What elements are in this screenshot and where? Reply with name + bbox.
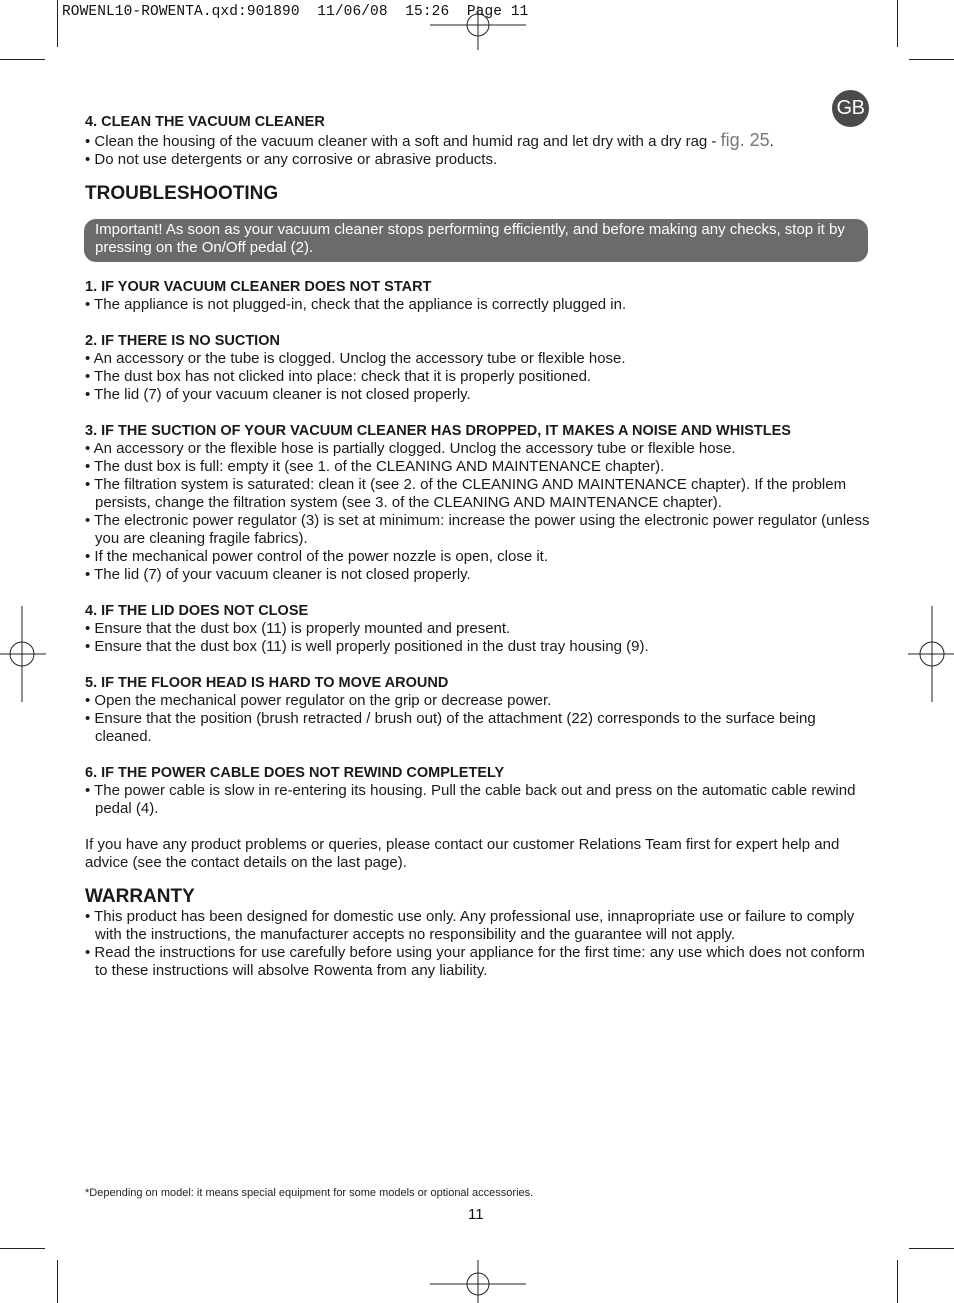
figure-reference: fig. 25	[720, 130, 770, 150]
clean-bullet-1-end: .	[769, 133, 774, 150]
section-2-heading: 2. IF THERE IS NO SUCTION	[85, 333, 280, 349]
list-item: • If the mechanical power control of the power nozzle is open, close it.	[85, 548, 548, 565]
clean-heading: 4. CLEAN THE VACUUM CLEANER	[85, 114, 325, 130]
list-item: • The appliance is not plugged-in, check that the appliance is correctly plugged in.	[85, 296, 627, 313]
list-item: • Ensure that the dust box (11) is well properly positioned in the dust tray housing (9).	[85, 638, 649, 655]
section-5	[85, 674, 875, 746]
section-4-heading: 4. IF THE LID DOES NOT CLOSE	[85, 603, 309, 619]
section-1-heading: 1. IF YOUR VACUUM CLEANER DOES NOT START	[85, 279, 432, 295]
registration-mark-top	[430, 6, 526, 50]
crop-mark-bottom-left-v	[57, 1260, 58, 1303]
crop-mark-top-right-h	[909, 59, 954, 60]
registration-mark-bottom	[430, 1260, 526, 1303]
crop-mark-top-right-v	[897, 0, 898, 47]
section-3-heading: 3. IF THE SUCTION OF YOUR VACUUM CLEANER HAS DROPPED, IT MAKES A NOISE AND WHISTLES	[85, 423, 791, 439]
crop-mark-top-left-h	[0, 59, 45, 60]
list-item: • This product has been designed for domestic use only. Any professional use, innapropriate use or failure to comply with the instructions, the manufacturer accepts no responsibility and the guarantee will not apply.	[85, 908, 855, 943]
list-item: • The power cable is slow in re-entering its housing. Pull the cable back out and press on the automatic cable rewind pedal (4).	[85, 782, 856, 817]
warranty-title: WARRANTY	[85, 886, 195, 907]
troubleshooting-title: TROUBLESHOOTING	[85, 183, 279, 204]
section-1	[85, 278, 875, 314]
footnote: *Depending on model: it means special equipment for some models or optional accessories.	[85, 1187, 534, 1199]
section-5-heading: 5. IF THE FLOOR HEAD IS HARD TO MOVE AROUND	[85, 675, 449, 691]
registration-mark-left	[0, 606, 46, 702]
list-item: • The dust box has not clicked into place: check that it is properly positioned.	[85, 368, 592, 385]
page-number: 11	[468, 1206, 484, 1223]
contact-paragraph: If you have any product problems or queries, please contact our customer Relations Team first for expert help and advice (see the contact details on the last page).	[85, 836, 840, 871]
list-item: • An accessory or the tube is clogged. Unclog the accessory tube or flexible hose.	[85, 350, 626, 367]
clean-bullet-1-text: • Clean the housing of the vacuum cleaner with a soft and humid rag and let dry with a dry rag -	[85, 133, 721, 150]
section-6-heading: 6. IF THE POWER CABLE DOES NOT REWIND COMPLETELY	[85, 765, 505, 781]
language-badge: GB	[832, 90, 869, 127]
list-item: • The electronic power regulator (3) is set at minimum: increase the power using the electronic power regulator (unless you are cleaning fragile fabrics).	[85, 512, 870, 547]
list-item: • An accessory or the flexible hose is partially clogged. Unclog the accessory tube or flexible hose.	[85, 440, 736, 457]
crop-mark-bottom-right-h	[909, 1248, 954, 1249]
list-item: • Ensure that the dust box (11) is properly mounted and present.	[85, 620, 511, 637]
crop-mark-bottom-left-h	[0, 1248, 45, 1249]
important-notice: Important! As soon as your vacuum cleaner stops performing efficiently, and before making any checks, stop it by pressing on the On/Off pedal (2).	[84, 219, 868, 262]
clean-bullet-2: • Do not use detergents or any corrosive or abrasive products.	[85, 151, 498, 168]
list-item: • The lid (7) of your vacuum cleaner is not closed properly.	[85, 566, 471, 583]
list-item: • Ensure that the position (brush retracted / brush out) of the attachment (22) corresponds to the surface being cleaned.	[85, 710, 816, 745]
crop-mark-top-left-v	[57, 0, 58, 47]
list-item: • Open the mechanical power regulator on the grip or decrease power.	[85, 692, 552, 709]
list-item: • Read the instructions for use carefully before using your appliance for the first time: any use which does not conform to these instructions will absolve Rowenta from any liability.	[85, 944, 865, 979]
section-2	[85, 332, 875, 404]
registration-mark-right	[908, 606, 954, 702]
crop-mark-bottom-right-v	[897, 1260, 898, 1303]
list-item: • The filtration system is saturated: clean it (see 2. of the CLEANING AND MAINTENANCE chapter). If the problem persists, change the filtration system (see 3. of the CLEANING AND MAINTENANCE chapter).	[85, 476, 847, 511]
page-content	[85, 113, 875, 980]
clean-bullet-1	[85, 131, 875, 151]
section-3	[85, 422, 875, 584]
list-item: • The lid (7) of your vacuum cleaner is not closed properly.	[85, 386, 471, 403]
print-slug: ROWENL10-ROWENTA.qxd:901890 11/06/08 15:26 Page 11	[62, 4, 529, 20]
section-6	[85, 764, 875, 818]
list-item: • The dust box is full: empty it (see 1. of the CLEANING AND MAINTENANCE chapter).	[85, 458, 665, 475]
section-4	[85, 602, 875, 656]
